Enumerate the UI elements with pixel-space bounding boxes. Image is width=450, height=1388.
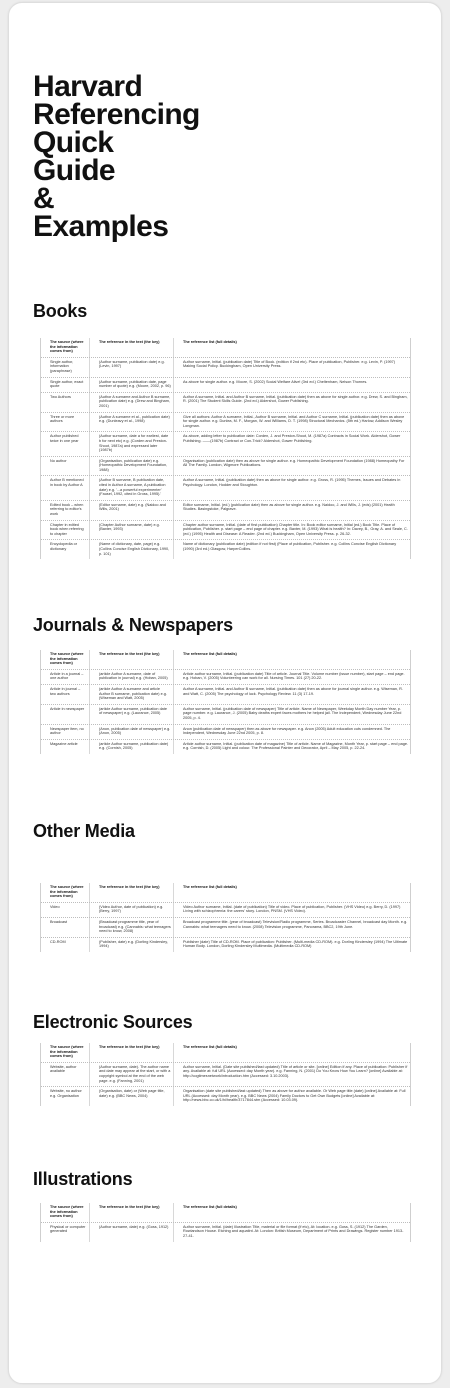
page-title <box>33 70 333 243</box>
cell-reference-list: Chapter author surname, Initial. (date of first publication) Chapter title. In: Book editor surname, Initial (ed.) Book Title. Place of publication, Publisher. p. start page – end page of chapter. e.g. Baxter, M. (1993) What is health? In: Davey, B., Gray, A. and Seale, C. (ed.) (1995) Health and Disease: A Reader. (2nd ed.) Buckingham, Open University Press. p. 26-32. <box>183 522 408 536</box>
electronic-table <box>40 1043 411 1106</box>
cell-in-text: (Editor surname, date) e.g. (Naidoo and Wills, 2001) <box>89 501 174 520</box>
cell-source: Physical or computer generated <box>50 1224 86 1234</box>
cell-in-text: (Organisation, publication date) e.g. (Homeopathic Development Foundation, 1988) <box>89 457 174 476</box>
media-table <box>40 883 411 952</box>
cell-in-text: (Author surname, date a for earliest, date b for next etc) e.g. (Corden and Preston-Shoot, 1987a) and expressed later (1987b) <box>89 432 174 455</box>
cell-in-text: (Author B surname, B publication date, cited in Author A surname, A publication date) e.g. '...a powerful experimenter' (Fausel, 1992, cited in Gross, 1995).' <box>89 476 174 499</box>
header-reference-list: The reference list (full details) <box>183 1205 237 1209</box>
cell-source: Broadcast <box>50 919 68 924</box>
cell-reference-list: Broadcast programme title. (year of broadcast) Television/Radio programme, Series. Broadcaster Channel, broadcast day Month. e.g. Cannabis: what teenagers need to know. (2008) Television programme, Panorama, BBC2, 19th June. <box>183 919 408 929</box>
table-row <box>41 475 410 499</box>
cell-reference-list: As above, adding letter to publication date: Corden, J. and Preston-Shoot, M. (1987a) Contracts in Social Work. Aldershot, Gower Publishing. ——(1987b) Contract or Con-Trick? Aldershot, Gower Publishing. <box>183 434 401 443</box>
table-row <box>41 739 410 754</box>
title-line: Harvard <box>33 70 143 103</box>
journals-table <box>40 650 411 754</box>
cell-reference-list: Author surname, Initial. (publication date) Title of Book. (edition if 2nd etc). Place of publication, Publisher. e.g. Levin, P. (1997) Making Social Policy. Buckingham, Open University Press. <box>183 359 396 369</box>
cell-source: Single author, exact quote <box>50 379 84 389</box>
cell-source: No author <box>50 458 67 463</box>
cell-reference-list: Organisation (date site published/last updated) Then as above for author available. Or Web page title (date) [online] Available at: Full URL (Accessed: day Month year). e.g. BBC News (2004) Family Doctors to Get Own Budgets [online] Available at: http://news.bbc.co.uk/1/hi/health/3717844.stm (Accessed: 10.03.09). <box>183 1089 406 1103</box>
cell-in-text: (Name of dictionary, date, page) e.g. (Collins Concise English Dictionary, 1990, p. 101) <box>89 540 174 559</box>
section-title-electronic: Electronic Sources <box>33 1012 193 1032</box>
header-source: The source (where the information comes from) <box>50 1045 84 1059</box>
section-title-books: Books <box>33 301 88 321</box>
illustrations-table <box>40 1203 411 1242</box>
table-row <box>41 1062 410 1086</box>
cell-reference-list: As above for single author. e.g. Moore, S. (2002) Social Welfare Alive! (3rd ed.) Cheltenham, Nelson Thornes. <box>183 379 368 384</box>
table-row <box>41 917 410 937</box>
cell-in-text: (Video Author, date of publication) e.g. (Berry, 1997) <box>89 903 174 917</box>
header-source: The source (where the information comes from) <box>50 652 84 666</box>
table-row <box>41 377 410 392</box>
cell-in-text: (Author A surname and Author B surname, publication date) e.g. (Drew and Bingham, 2001) <box>89 393 174 412</box>
cell-in-text: (article Author A surname and article Author B surname, publication date) e.g. (Wiseman and Watt, 2005) <box>89 685 174 704</box>
title-line: Guide <box>33 154 116 187</box>
cell-reference-list: Editor surname, Initial. (ed.) (publication date) then as above for single author. e.g. Naidoo, J. and Wills, J. (eds) (2001) Health Studies. Basingstoke, Palgrave. <box>183 502 395 512</box>
cell-reference-list: Article author surname, Initial. (publication date) Title of article. Journal Title. Volume number (issue number), start page – end page. e.g. Hoban, V. (2005) Volunteering can work for all. Nursing Times. 101 (27) 20-22. <box>183 671 405 681</box>
table-row <box>41 724 410 739</box>
header-in-text: The reference in the text (the key) <box>89 883 174 902</box>
table-row <box>41 520 410 540</box>
cell-source: Three or more authors <box>50 414 75 424</box>
cell-source: Encyclopedia or dictionary <box>50 542 78 551</box>
title-line: Referencing <box>33 98 200 131</box>
cell-reference-list: Author A surname, Initial. and Author B surname, Initial. (publication date) then as above for journal single author. e.g. Wiseman, R. and Watt, C. (2005) The psychology of luck. Psychology Review. 11 (3) 17-19. <box>183 686 403 696</box>
cell-source: Newspaper item, no author <box>50 726 84 736</box>
cell-in-text: (article Author surname, publication date of newspaper) e.g. (Laurance, 2005) <box>89 705 174 724</box>
cell-in-text: (Broadcast programme title, year of broadcast) e.g. (Cannabis: what teenagers need to know, 2008) <box>89 918 174 937</box>
cell-in-text: (Author A surname et al., publication date) e.g. (Dunleavy et al., 1998) <box>89 413 174 432</box>
cell-reference-list: Author A surname, Initial. (publication date) then as above for single author. e.g. Gross, R. (1995) Themes, Issues and Debates in Psychology. London, Hodder and Stoughton. <box>183 478 401 488</box>
cell-reference-list: Give all authors: Author A surname, Initial., Author B surname, Initial. and Author C surname, Initial. (publication date) then as above for single author. e.g. Dunlea, M. F., Morgan, W. and Williams, D. T. (1998) Structural Mechanics. (5th ed.) Harlow, Addison Wesley Longman. <box>183 414 405 428</box>
cell-source: Author published twice in one year <box>50 434 79 443</box>
header-reference-list: The reference list (full details) <box>183 340 237 344</box>
cell-reference-list: Publisher (date) Title of CD-ROM. Place of publication: Publisher. (Multi-media CD-ROM). e.g. Dorling Kindersley (1994) The Ultimate Human Body. London, Dorling Kindersley Multimedia. (Multimedia CD-ROM) <box>183 939 408 949</box>
header-in-text: The reference in the text (the key) <box>89 650 174 669</box>
cell-source: Article in journal – two authors <box>50 686 81 696</box>
table-row <box>41 392 410 412</box>
header-source: The source (where the information comes from) <box>50 1205 84 1219</box>
quick-guide-card <box>8 2 442 1384</box>
header-source: The source (where the information comes from) <box>50 885 84 899</box>
cell-reference-list: Anon (publication date of newspaper) then as above for newspaper. e.g. Anon (2005) Adult education cuts condemned. The Independent, Wednesday June 22nd 2005, p. 8. <box>183 726 391 736</box>
section-title-illustrations: Illustrations <box>33 1169 133 1189</box>
cell-source: Magazine article <box>50 741 78 746</box>
table-row <box>41 684 410 704</box>
cell-source: Article in newspaper <box>50 706 85 711</box>
cell-reference-list: Name of dictionary (publication date) (edition if not first) (Place of publication, Publisher. e.g. Collins Concise English Dictionary (1990) (3rd ed.) Glasgow, HarperCollins. <box>183 542 397 551</box>
cell-source: Website, no author e.g. Organisation <box>50 1089 82 1098</box>
cell-in-text: (Author surname, publication date, page number of quote) e.g. (Moore, 2002, p. 96) <box>89 378 174 392</box>
cell-in-text: (Chapter Author surname, date) e.g. (Baxter, 1993) <box>89 521 174 540</box>
title-line: & <box>33 182 55 215</box>
header-reference-list: The reference list (full details) <box>183 1045 237 1049</box>
header-source: The source (where the information comes from) <box>50 340 84 354</box>
table-header-row <box>41 650 410 669</box>
table-row <box>41 357 410 377</box>
cell-source: Article in a journal – one author <box>50 671 84 681</box>
table-row <box>41 500 410 520</box>
cell-source: CD-ROM <box>50 939 66 944</box>
table-header-row <box>41 883 410 902</box>
table-row <box>41 902 410 917</box>
cell-in-text: (article Author surname, publication date) e.g. (Cornish, 2005) <box>89 740 174 754</box>
cell-source: Author B mentioned in book by Author A <box>50 478 84 488</box>
table-row <box>41 431 410 455</box>
title-line: Examples <box>33 210 169 243</box>
books-table <box>40 338 411 559</box>
cell-in-text: (Anon, publication date of newspaper) e.g. (Anon, 2005) <box>89 725 174 739</box>
cell-source: Video <box>50 904 60 909</box>
cell-reference-list: Article author surname, Initial. (publication date of magazine) Title of article. Name of Magazine, Month Year, p. start page – end page. e.g. Cornish, D. (2005) Light and colour. The Professional Painter and Decorator, April – May 2005, p. 22-24. <box>183 741 408 751</box>
cell-source: Website, author available <box>50 1064 77 1074</box>
header-reference-list: The reference list (full details) <box>183 885 237 889</box>
header-in-text: The reference in the text (the key) <box>89 338 174 357</box>
cell-source: Chapter in edited book when referring to chapter <box>50 522 84 536</box>
cell-source: Edited book – when referring to editor's work <box>50 502 84 517</box>
cell-in-text: (Author surname, publication date) e.g. (Levin, 1997) <box>89 358 174 377</box>
title-line: Quick <box>33 126 114 159</box>
table-header-row <box>41 1203 410 1222</box>
cell-in-text: (Organisation, date) or (Web page title, date) e.g. (BBC News, 2004) <box>89 1087 174 1106</box>
table-header-row <box>41 338 410 357</box>
table-row <box>41 456 410 476</box>
header-in-text: The reference in the text (the key) <box>89 1043 174 1062</box>
header-reference-list: The reference list (full details) <box>183 652 237 656</box>
cell-reference-list: Author A surname, Initial. and Author B surname, Initial. (publication date) then as above for single author. e.g. Drew, S. and Bingham, R. (2001) The Student Skills Guide. (2nd ed.) Aldershot, Gower Publishing. <box>183 394 408 404</box>
cell-source: Two Authors <box>50 394 71 399</box>
cell-in-text: (article Author A surname, date of publication in journal) e.g. (Hoban, 2005) <box>89 670 174 684</box>
cell-in-text: (Author surname, date) e.g. (Goss, 1912) <box>89 1223 174 1242</box>
table-row <box>41 412 410 432</box>
cell-source: Single author, information (paraphrase) <box>50 359 74 373</box>
cell-reference-list: Author surname, Initial. (publication date of newspaper) Title of article. Name of Newspaper, Weekday Month Day number Year, p. page number. e.g. Laurance, J. (2005) Baby deaths expert faces mothers he helped jail. The Independent, Wednesday June 22nd 2005, p. 4. <box>183 706 402 720</box>
table-row <box>41 1222 410 1242</box>
table-row <box>41 669 410 684</box>
table-header-row <box>41 1043 410 1062</box>
cell-reference-list: Organisation (publication date) then as above for single author. e.g. Homeopathic Development Foundation (1988) Homeopathy For All The Family. London, Wigmore Publications. <box>183 458 405 468</box>
cell-in-text: (Author surname, date). The author name and date may appear at the start, or with a copyright symbol at the end of the web page. e.g. (Fanning, 2001) <box>89 1063 174 1086</box>
cell-reference-list: Video Author surname, Initial. (date of publication) Title of video. Place of publication, Publisher. (VHS Video) e.g. Berry, D. (1997) Living with schizophrenia: the carers' story. London, PNSM. (VHS Video). <box>183 904 401 914</box>
section-title-media: Other Media <box>33 821 135 841</box>
cell-in-text: (Publisher, date) e.g. (Dorling Kindersley, 1994) <box>89 938 174 952</box>
table-row <box>41 704 410 724</box>
cell-reference-list: Author surname, Initial. (date) Illustration Title, material or file format (if etc), At: location. e.g. Goss, S. (1912) The Garden, Rowlandson House. Etching and aquatint. At: London: British Museum, Department of Prints and Drawings. Register number 1913-27-41. <box>183 1224 404 1238</box>
cell-reference-list: Author surname, Initial. (Date site published/last updated) Title of article or site. [online] Edition if any. Place of publication: Publisher if any. Available at: full URL (Accessed: day Month year). e.g. Fanning, N. (2001) Do You Know How You Learn? [online] Available at: http://cogtimesnetwork/introduction.htm (Accessed: 3.10.2003). <box>183 1064 408 1078</box>
table-row <box>41 539 410 559</box>
table-row <box>41 1086 410 1106</box>
header-in-text: The reference in the text (the key) <box>89 1203 174 1222</box>
section-title-journals: Journals & Newspapers <box>33 615 233 635</box>
table-row <box>41 937 410 952</box>
